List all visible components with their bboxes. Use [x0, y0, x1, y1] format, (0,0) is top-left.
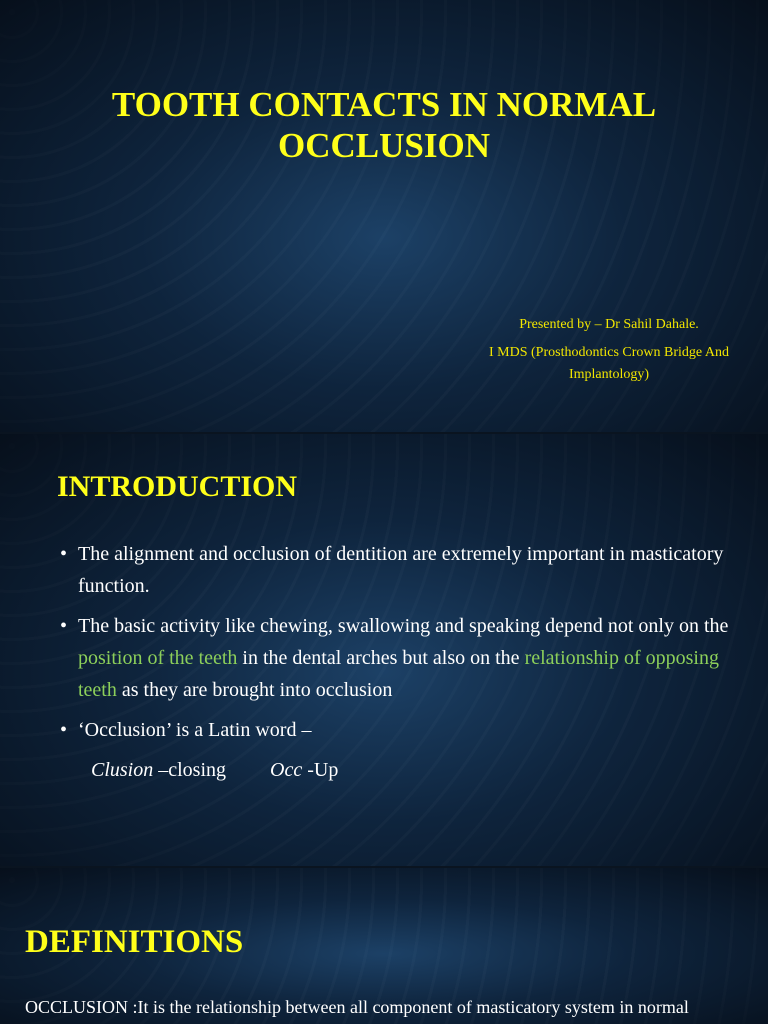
- slide-definitions: [0, 868, 768, 1024]
- highlight-text: relationship of opposing teeth: [78, 647, 719, 701]
- slide-title-heading: TOOTH CONTACTS IN NORMAL OCCLUSION: [111, 85, 657, 165]
- latin-term: Occ: [270, 759, 303, 781]
- latin-meaning: -Up: [302, 759, 339, 781]
- highlight-text: position of the teeth: [78, 647, 238, 669]
- bullet-text: ‘Occlusion’ is a Latin word –: [78, 719, 312, 741]
- latin-term: Clusion: [91, 759, 154, 781]
- slide-title: [0, 0, 768, 432]
- presenter-name: Presented by – Dr Sahil Dahale.: [519, 317, 699, 332]
- definitions-heading: DEFINITIONS: [25, 924, 244, 960]
- latin-meaning: –closing: [153, 759, 227, 781]
- bullet-text: as they are brought into occlusion: [116, 679, 393, 701]
- bullet-text: The basic activity like chewing, swallowing and speaking depend not only on the: [78, 615, 729, 637]
- definition-text: OCCLUSION :It is the relationship between all component of masticatory system in normal: [25, 997, 689, 1017]
- presenter-block: [470, 314, 748, 392]
- bullet-text: The alignment and occlusion of dentition are extremely important in masticatory function.: [78, 543, 724, 597]
- bullet-item: [60, 610, 740, 706]
- slide-introduction: [0, 434, 768, 866]
- presenter-degree: I MDS (Prosthodontics Crown Bridge And Implantology): [489, 345, 729, 382]
- bullet-text: in the dental arches but also on the: [237, 647, 525, 669]
- bullet-item: [60, 538, 740, 602]
- introduction-bullets: [60, 538, 740, 754]
- latin-terms: [91, 754, 338, 786]
- bullet-item: [60, 714, 740, 746]
- introduction-heading: INTRODUCTION: [57, 470, 298, 503]
